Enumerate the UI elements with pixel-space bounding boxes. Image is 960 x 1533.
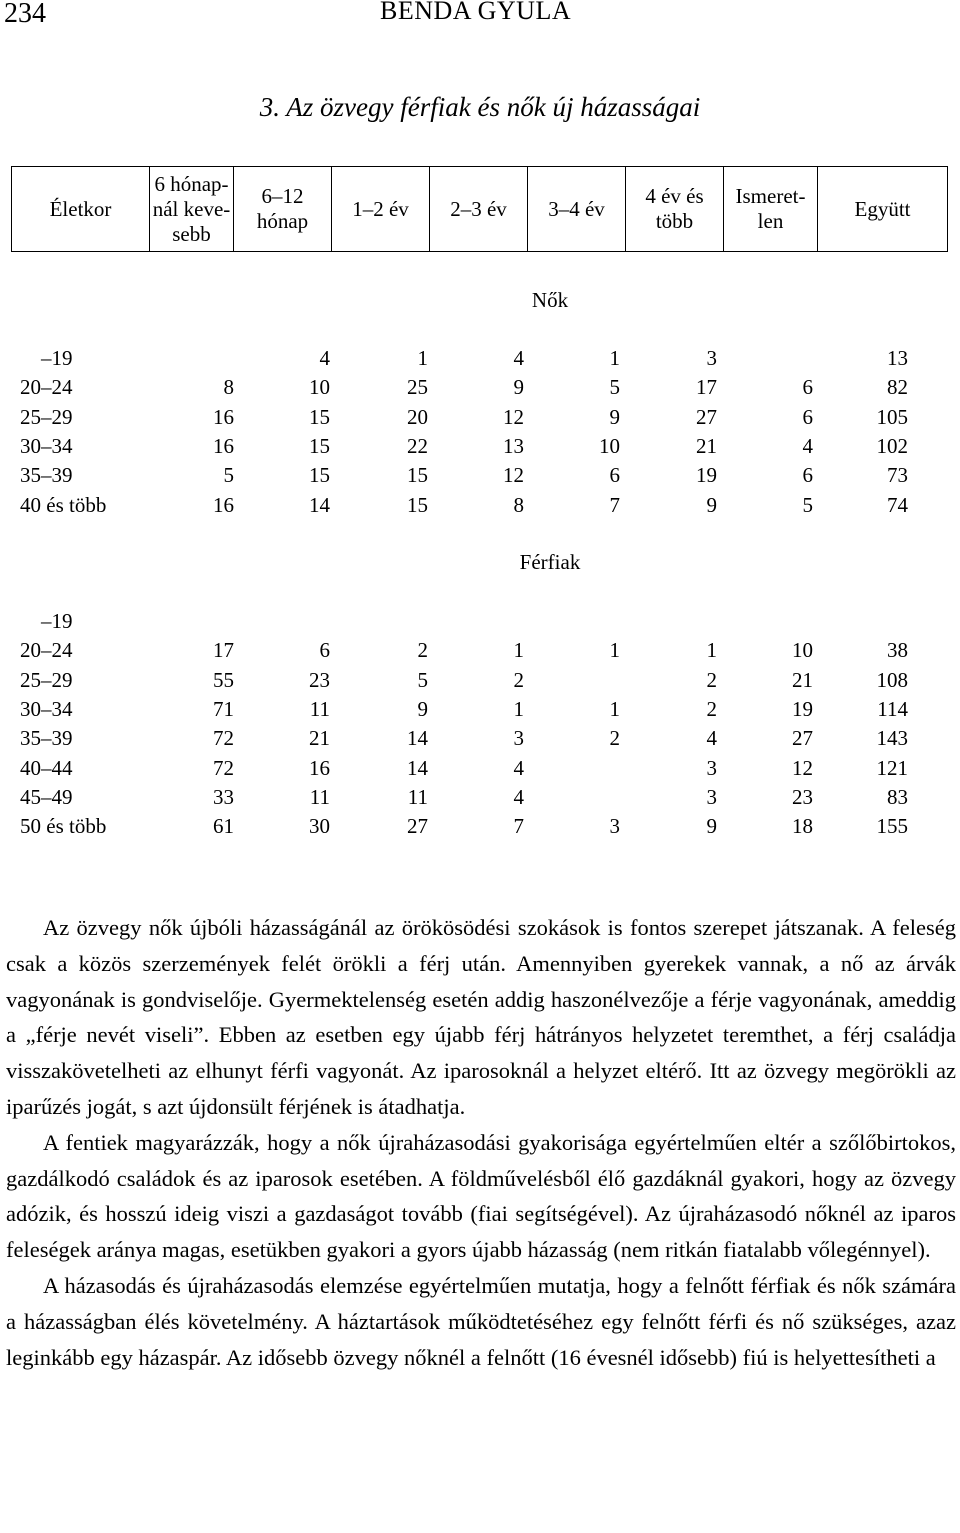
table-cell: 5 bbox=[417, 667, 428, 692]
page-number: 234 bbox=[4, 0, 46, 29]
table-row bbox=[0, 724, 960, 752]
table-cell: 15 bbox=[309, 463, 330, 488]
header-6-honapnal-kevesebb: 6 hónap-nál keve-sebb bbox=[150, 167, 234, 252]
table-cell: 15 bbox=[407, 492, 428, 517]
row-label: 20–24 bbox=[20, 638, 73, 663]
table-cell: 121 bbox=[876, 755, 908, 780]
table-cell: 16 bbox=[213, 492, 234, 517]
table-cell: 23 bbox=[792, 784, 813, 809]
table-cell: 83 bbox=[887, 784, 908, 809]
row-label: –19 bbox=[41, 609, 73, 633]
paragraph: A házasodás és újraházasodás elemzése egyértelműen mutatja, hogy a felnőtt férfiak és nők számára a házasságban élés követelmény. A háztartások működtetéséhez egy felnőtt férfi és nő szükséges, azaz leginkább egy házaspár. Az idősebb özvegy nőknél a felnőtt (16 évesnél idősebb) fiú is helyettesítheti a bbox=[6, 1272, 956, 1370]
table-cell: 7 bbox=[609, 492, 620, 517]
row-label: 20–24 bbox=[20, 375, 73, 400]
table-cell: 9 bbox=[706, 492, 717, 517]
table-cell: 4 bbox=[706, 726, 717, 751]
table-cell: 1 bbox=[609, 696, 620, 721]
table-cell: 2 bbox=[706, 696, 717, 721]
table-cell: 1 bbox=[609, 346, 620, 370]
table-cell: 30 bbox=[309, 814, 330, 839]
table-cell: 16 bbox=[309, 755, 330, 780]
table-cell: 72 bbox=[213, 726, 234, 751]
table-cell: 3 bbox=[513, 726, 524, 751]
table-cell: 5 bbox=[223, 463, 234, 488]
row-label: 30–34 bbox=[20, 433, 73, 458]
table-cell: 25 bbox=[407, 375, 428, 400]
table-cell: 2 bbox=[609, 726, 620, 751]
header-2-3-ev: 2–3 év bbox=[430, 167, 528, 252]
table-cell: 11 bbox=[309, 696, 330, 721]
table-cell: 27 bbox=[407, 814, 428, 839]
table-cell: 8 bbox=[223, 375, 234, 400]
table-cell: 1 bbox=[609, 638, 620, 663]
table-cell: 143 bbox=[876, 726, 908, 751]
table-cell: 16 bbox=[213, 433, 234, 458]
table-cell: 23 bbox=[309, 667, 330, 692]
row-label: 40 és több bbox=[20, 492, 107, 517]
table-cell: 1 bbox=[513, 696, 524, 721]
table-row bbox=[0, 607, 960, 635]
table-cell: 27 bbox=[792, 726, 813, 751]
table-cell: 27 bbox=[696, 404, 717, 429]
table-cell: 22 bbox=[407, 433, 428, 458]
table-cell: 17 bbox=[696, 375, 717, 400]
header-eletkor: Életkor bbox=[12, 167, 150, 252]
table-cell: 4 bbox=[513, 346, 524, 370]
table-row bbox=[0, 636, 960, 664]
table-cell: 15 bbox=[309, 404, 330, 429]
table-header bbox=[11, 166, 948, 252]
row-label: –19 bbox=[41, 346, 73, 370]
row-label: 35–39 bbox=[20, 726, 73, 751]
table-cell: 2 bbox=[417, 638, 428, 663]
table-row bbox=[0, 373, 960, 401]
table-cell: 10 bbox=[309, 375, 330, 400]
table-cell: 3 bbox=[706, 346, 717, 370]
table-cell: 9 bbox=[417, 696, 428, 721]
section-label: Férfiak bbox=[519, 550, 581, 574]
table-cell: 3 bbox=[706, 784, 717, 809]
table-cell: 82 bbox=[887, 375, 908, 400]
table-row bbox=[0, 461, 960, 489]
table-row bbox=[0, 432, 960, 460]
table-cell: 4 bbox=[319, 346, 330, 370]
table-cell: 9 bbox=[706, 814, 717, 839]
header-ismeretlen: Ismeret-len bbox=[724, 167, 818, 252]
table-cell: 13 bbox=[887, 346, 908, 370]
table-cell: 11 bbox=[309, 784, 330, 809]
row-label: 30–34 bbox=[20, 696, 73, 721]
table-cell: 12 bbox=[503, 463, 524, 488]
table-cell: 155 bbox=[876, 814, 908, 839]
row-label: 25–29 bbox=[20, 404, 73, 429]
header-4-ev-es-tobb: 4 év és több bbox=[626, 167, 724, 252]
table-cell: 19 bbox=[792, 696, 813, 721]
table-cell: 5 bbox=[802, 492, 813, 517]
table-cell: 12 bbox=[792, 755, 813, 780]
table-cell: 4 bbox=[513, 784, 524, 809]
table-row bbox=[0, 491, 960, 519]
table-cell: 38 bbox=[887, 638, 908, 663]
table-cell: 9 bbox=[513, 375, 524, 400]
table-cell: 15 bbox=[407, 463, 428, 488]
table-cell: 71 bbox=[213, 696, 234, 721]
table-cell: 13 bbox=[503, 433, 524, 458]
table-cell: 18 bbox=[792, 814, 813, 839]
table-cell: 73 bbox=[887, 463, 908, 488]
table-cell: 6 bbox=[319, 638, 330, 663]
table-cell: 4 bbox=[802, 433, 813, 458]
table-cell: 16 bbox=[213, 404, 234, 429]
header-6-12-honap: 6–12 hónap bbox=[234, 167, 332, 252]
table-cell: 1 bbox=[417, 346, 428, 370]
table-cell: 1 bbox=[513, 638, 524, 663]
table-cell: 6 bbox=[609, 463, 620, 488]
row-label: 25–29 bbox=[20, 667, 73, 692]
table-cell: 72 bbox=[213, 755, 234, 780]
running-head: BENDA GYULA bbox=[380, 0, 572, 25]
table-cell: 21 bbox=[696, 433, 717, 458]
table-cell: 21 bbox=[309, 726, 330, 751]
table-cell: 17 bbox=[213, 638, 234, 663]
table-cell: 7 bbox=[513, 814, 524, 839]
table-cell: 21 bbox=[792, 667, 813, 692]
table-cell: 1 bbox=[706, 638, 717, 663]
body-text bbox=[6, 910, 956, 1375]
header-1-2-ev: 1–2 év bbox=[332, 167, 430, 252]
table-cell: 6 bbox=[802, 375, 813, 400]
table-cell: 10 bbox=[792, 638, 813, 663]
table-cell: 20 bbox=[407, 404, 428, 429]
table-cell: 4 bbox=[513, 755, 524, 780]
paragraph: Az özvegy nők újbóli házasságánál az örökösödési szokások is fontos szerepet játszanak. A feleség csak a közös szerzemények felét örökli a férj után. Amennyiben gyerekek vannak, a nő az árvák vagyonának is gondviselője. Gyermektelenség esetén addig haszonélvezője a férje vagyonának, ameddig a „férje nevét viseli”. Ebben az esetben egy újabb férj hátrányos helyzetet teremthet, a férj családja visszakövetelheti az elhunyt férfi vagyonát. Az iparosoknál a helyzet eltérő. Itt az özvegy megörökli az iparűzés jogát, s azt újdonsült férjének is átadhatja. bbox=[6, 915, 956, 1119]
table-title: 3. Az özvegy férfiak és nők új házasságai bbox=[259, 92, 701, 122]
table-cell: 14 bbox=[309, 492, 330, 517]
table-cell: 15 bbox=[309, 433, 330, 458]
table-row bbox=[0, 695, 960, 723]
table-row bbox=[0, 666, 960, 694]
table-cell: 2 bbox=[706, 667, 717, 692]
table-row bbox=[0, 783, 960, 811]
table-row bbox=[0, 754, 960, 782]
table-cell: 108 bbox=[876, 667, 908, 692]
row-label: 50 és több bbox=[20, 814, 107, 839]
table-cell: 102 bbox=[876, 433, 908, 458]
header-3-4-ev: 3–4 év bbox=[528, 167, 626, 252]
table-cell: 11 bbox=[407, 784, 428, 809]
table-cell: 33 bbox=[213, 784, 234, 809]
table-cell: 61 bbox=[213, 814, 234, 839]
table-cell: 6 bbox=[802, 404, 813, 429]
table-cell: 6 bbox=[802, 463, 813, 488]
table-cell: 3 bbox=[706, 755, 717, 780]
section-label: Nők bbox=[531, 288, 569, 312]
table-cell: 9 bbox=[609, 404, 620, 429]
header-egyutt: Együtt bbox=[818, 167, 948, 252]
table-cell: 3 bbox=[609, 814, 620, 839]
table-row bbox=[0, 812, 960, 840]
row-label: 40–44 bbox=[20, 755, 73, 780]
table-cell: 5 bbox=[609, 375, 620, 400]
table-cell: 55 bbox=[213, 667, 234, 692]
table-cell: 2 bbox=[513, 667, 524, 692]
table-cell: 114 bbox=[877, 696, 908, 721]
table-cell: 10 bbox=[599, 433, 620, 458]
table-cell: 74 bbox=[887, 492, 908, 517]
table-cell: 19 bbox=[696, 463, 717, 488]
table-cell: 14 bbox=[407, 755, 428, 780]
paragraph: A fentiek magyarázzák, hogy a nők újraházasodási gyakorisága egyértelműen eltér a szőlőbirtokos, gazdálkodó családok és az iparosok esetében. A földművelésből élő gazdáknál gyakori, hogy az özvegy adózik, és hosszú ideig viszi a gazdaságot tovább (fiai segítségével). Az újraházasodó nőknél az iparos feleségek aránya magas, esetükben gyakori a gyors újabb házasság (nem ritkán fiatalabb vőlegénnyel). bbox=[6, 1129, 956, 1263]
table-row bbox=[0, 403, 960, 431]
row-label: 45–49 bbox=[20, 784, 73, 809]
table-cell: 12 bbox=[503, 404, 524, 429]
table-cell: 105 bbox=[876, 404, 908, 429]
table-cell: 8 bbox=[513, 492, 524, 517]
row-label: 35–39 bbox=[20, 463, 73, 488]
table-row bbox=[0, 344, 960, 372]
table-cell: 14 bbox=[407, 726, 428, 751]
